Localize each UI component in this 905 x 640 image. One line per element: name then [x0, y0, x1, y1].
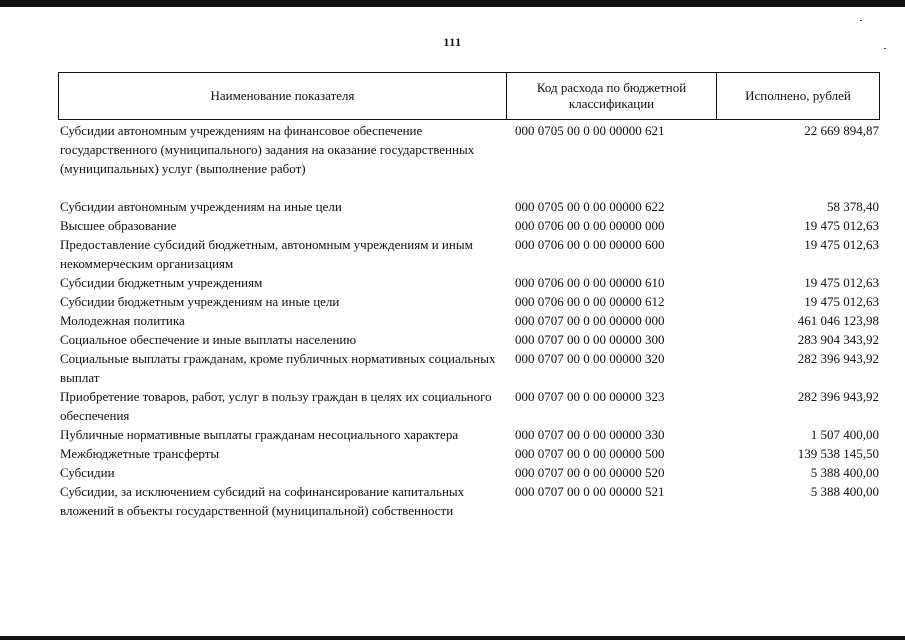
row-name: Социальное обеспечение и иные выплаты населению: [60, 332, 357, 347]
row-name: Предоставление субсидий бюджетным, автономным учреждениям и иным некоммерческим организациям: [60, 237, 473, 271]
row-name: Субсидии бюджетным учреждениям на иные цели: [60, 294, 340, 309]
row-code: 000 0706 00 0 00 00000 610: [515, 275, 665, 290]
row-executed: 58 378,40: [827, 199, 879, 214]
row-code: 000 0707 00 0 00 00000 323: [515, 389, 665, 404]
table-row: [58, 482, 880, 520]
table-row: [58, 425, 880, 444]
row-code: 000 0706 00 0 00 00000 600: [515, 237, 665, 252]
row-code: 000 0707 00 0 00 00000 330: [515, 427, 665, 442]
row-executed: 22 669 894,87: [804, 123, 879, 138]
row-code: 000 0705 00 0 00 00000 621: [515, 123, 665, 138]
row-executed: 19 475 012,63: [804, 275, 879, 290]
header-executed: Исполнено, рублей: [745, 88, 851, 103]
table-row: [58, 273, 880, 292]
table-row: [58, 330, 880, 349]
row-code: 000 0706 00 0 00 00000 000: [515, 218, 665, 233]
header-budget-code: Код расхода по бюджетной классификации: [507, 73, 717, 119]
row-executed: 19 475 012,63: [804, 218, 879, 233]
row-code: 000 0707 00 0 00 00000 300: [515, 332, 665, 347]
row-name: Молодежная политика: [60, 313, 185, 328]
row-executed: 19 475 012,63: [804, 294, 879, 309]
row-code: 000 0707 00 0 00 00000 000: [515, 313, 665, 328]
row-code: 000 0706 00 0 00 00000 612: [515, 294, 665, 309]
table-row: [58, 235, 880, 273]
row-executed: 19 475 012,63: [804, 237, 879, 252]
scan-top-edge: [0, 0, 905, 7]
row-code: 000 0705 00 0 00 00000 622: [515, 199, 665, 214]
row-name: Высшее образование: [60, 218, 177, 233]
table-row: [58, 216, 880, 235]
row-name: Социальные выплаты гражданам, кроме публичных нормативных социальных выплат: [60, 351, 496, 385]
row-code: 000 0707 00 0 00 00000 520: [515, 465, 665, 480]
scan-bottom-edge: [0, 636, 905, 640]
row-executed: 1 507 400,00: [810, 427, 879, 442]
row-executed: 5 388 400,00: [810, 484, 879, 499]
table-body: [58, 121, 880, 520]
page-number: 111: [443, 35, 462, 49]
row-name: Субсидии бюджетным учреждениям: [60, 275, 263, 290]
table-row: [58, 444, 880, 463]
row-name: Межбюджетные трансферты: [60, 446, 220, 461]
scan-speck: [860, 20, 862, 21]
table-row: [58, 387, 880, 425]
row-name: Приобретение товаров, работ, услуг в пользу граждан в целях их социального обеспечения: [60, 389, 492, 423]
table-row: [58, 197, 880, 216]
row-name: Публичные нормативные выплаты гражданам несоциального характера: [60, 427, 459, 442]
table-row: [58, 463, 880, 482]
table-header: [58, 72, 880, 120]
row-executed: 283 904 343,92: [797, 332, 879, 347]
row-executed: 282 396 943,92: [797, 389, 879, 404]
row-code: 000 0707 00 0 00 00000 521: [515, 484, 665, 499]
row-executed: 5 388 400,00: [810, 465, 879, 480]
row-executed: 139 538 145,50: [797, 446, 879, 461]
row-executed: 461 046 123,98: [797, 313, 879, 328]
row-spacer: [58, 178, 880, 197]
row-name: Субсидии автономным учреждениям на иные цели: [60, 199, 342, 214]
row-name: Субсидии, за исключением субсидий на софинансирование капитальных вложений в объекты государственной (муниципальной) собственности: [60, 484, 465, 518]
table-row: [58, 349, 880, 387]
row-executed: 282 396 943,92: [797, 351, 879, 366]
row-code: 000 0707 00 0 00 00000 500: [515, 446, 665, 461]
table-row: [58, 311, 880, 330]
table-row: [58, 121, 880, 178]
row-code: 000 0707 00 0 00 00000 320: [515, 351, 665, 366]
row-name: Субсидии: [60, 465, 115, 480]
row-name: Субсидии автономным учреждениям на финансовое обеспечение государственного (муниципального) задания на оказание государственных (муниципальных) услуг (выполнение работ): [60, 123, 475, 176]
table-row: [58, 292, 880, 311]
header-indicator-name: Наименование показателя: [59, 73, 507, 119]
